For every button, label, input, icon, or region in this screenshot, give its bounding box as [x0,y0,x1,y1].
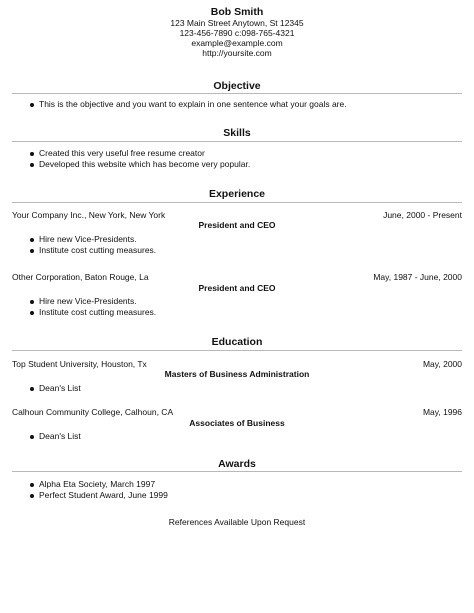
list-item: Hire new Vice-Presidents. [29,234,156,245]
skills-divider [12,141,462,142]
awards-divider [12,471,462,472]
skills-list [29,148,250,170]
objective-list [29,99,347,110]
experience-divider [12,202,462,203]
references-note: References Available Upon Request [168,517,306,527]
awards-list [29,479,168,501]
school-name: Calhoun Community College, Calhoun, CA [12,407,174,417]
list-item: Perfect Student Award, June 1999 [29,490,168,501]
email-line: example@example.com [191,38,283,48]
website-line: http://yoursite.com [202,48,272,58]
list-item: Dean's List [29,431,81,442]
list-item: Institute cost cutting measures. [29,307,156,318]
job-title: President and CEO [198,220,276,230]
experience-heading: Experience [208,188,266,200]
education-heading: Education [211,336,263,348]
graduation-date: May, 1996 [422,407,462,417]
employment-dates: May, 1987 - June, 2000 [373,272,462,282]
list-item: Alpha Eta Society, March 1997 [29,479,168,490]
employer-name: Your Company Inc., New York, New York [12,210,166,220]
objective-divider [12,93,462,94]
employer-name: Other Corporation, Baton Rouge, La [12,272,149,282]
candidate-name: Bob Smith [210,6,264,18]
phone-line: 123-456-7890 c:098-765-4321 [179,28,295,38]
list-item: This is the objective and you want to explain in one sentence what your goals are. [29,99,347,110]
degree-name: Masters of Business Administration [164,369,310,379]
objective-heading: Objective [213,80,261,92]
list-item: Dean's List [29,383,81,394]
employment-dates: June, 2000 - Present [383,210,462,220]
school-name: Top Student University, Houston, Tx [12,359,147,369]
list-item: Developed this website which has become very popular. [29,159,250,170]
list-item: Hire new Vice-Presidents. [29,296,156,307]
list-item: Created this very useful free resume creator [29,148,250,159]
resume-header [0,6,474,58]
job-duties-list [29,234,156,256]
graduation-date: May, 2000 [422,359,462,369]
degree-name: Associates of Business [189,418,285,428]
awards-heading: Awards [218,458,256,470]
honors-list [29,383,81,394]
education-divider [12,350,462,351]
address-line: 123 Main Street Anytown, St 12345 [170,18,304,28]
job-duties-list [29,296,156,318]
skills-heading: Skills [223,127,251,139]
honors-list [29,431,81,442]
job-title: President and CEO [198,283,276,293]
list-item: Institute cost cutting measures. [29,245,156,256]
